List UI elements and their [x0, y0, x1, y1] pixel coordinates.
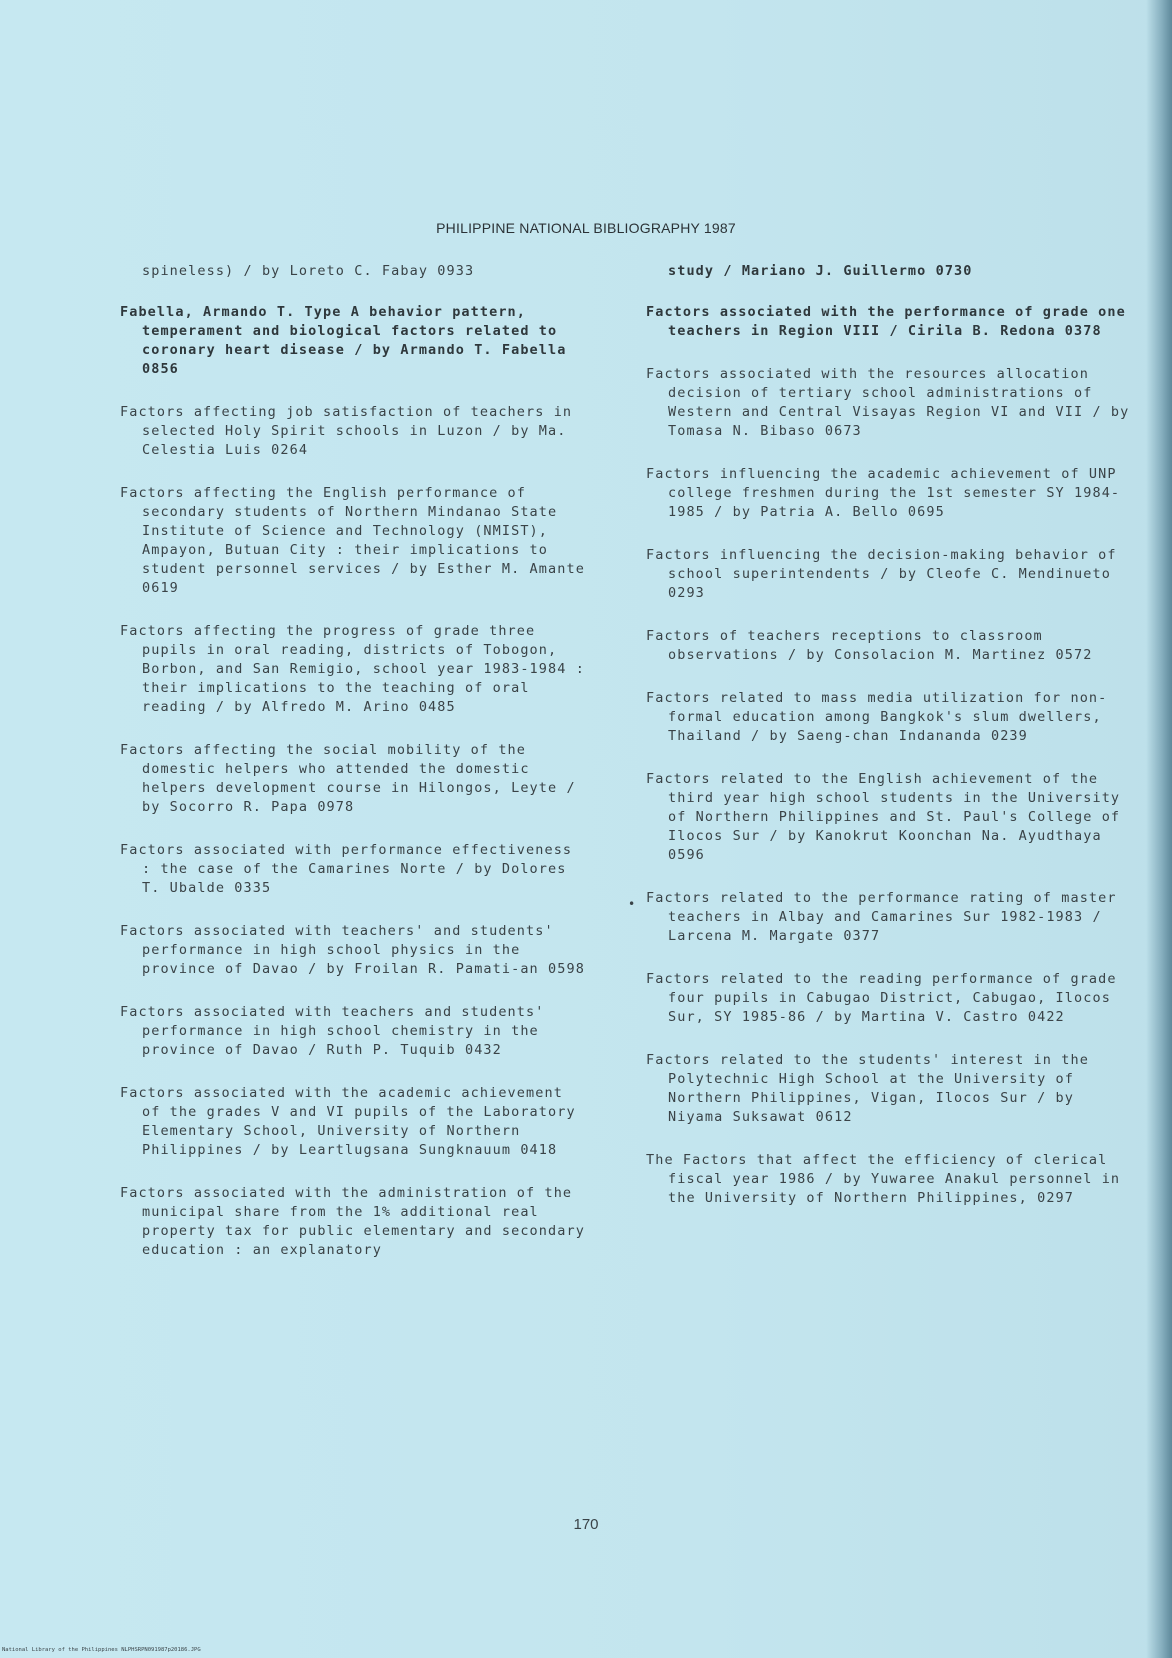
bibliography-entry: Factors affecting the English performance of secondary students of Northern Mindanao State Institute of Science and Technology (NMIST), Ampayon, Butuan City : their implications to student personnel services / by Esther M. Amante 0619 [120, 485, 585, 596]
bibliography-entry: Factors associated with the resources allocation decision of tertiary school administrations of Western and Central Visayas Region VI and VII / by Tomasa N. Bibaso 0673 [646, 366, 1130, 439]
page-number: 170 [573, 1516, 599, 1533]
bibliography-entry: Factors of teachers receptions to classroom observations / by Consolacion M. Martinez 0572 [646, 628, 1093, 663]
bibliography-entry: Factors related to the students' interest in the Polytechnic High School at the University of Northern Philippines, Vigan, Ilocos Sur / by Niyama Suksawat 0612 [646, 1052, 1089, 1125]
bibliography-entry: Factors associated with the performance of grade one teachers in Region VIII / Cirila B. Redona 0378 [646, 304, 1126, 339]
left-column [120, 262, 590, 1284]
bibliography-entry: Factors influencing the decision-making behavior of school superintendents / by Cleofe C. Mendinueto 0293 [646, 547, 1117, 601]
bibliography-entry: Factors influencing the academic achievement of UNP college freshmen during the 1st semester SY 1984-1985 / by Patria A. Bello 0695 [646, 466, 1121, 520]
page-header: PHILIPPINE NATIONAL BIBLIOGRAPHY 1987 [436, 220, 736, 236]
bibliography-entry: Factors associated with teachers' and students' performance in high school physics in the province of Davao / by Froilan R. Pamati-an 0598 [120, 923, 585, 977]
bibliography-entry: Factors associated with the administration of the municipal share from the 1% additional real property tax for public elementary and secondary education : an explanatory [120, 1185, 585, 1258]
bibliography-entry: Factors related to the performance rating of master teachers in Albay and Camarines Sur 1982-1983 / Larcena M. Margate 0377 [646, 890, 1117, 944]
bibliography-entry: Factors related to the English achievement of the third year high school students in the University of Northern Philippines and St. Paul's College of Ilocos Sur / by Kanokrut Koonchan Na. Ayudthaya 0596 [646, 771, 1121, 863]
bibliography-entry: Factors affecting job satisfaction of teachers in selected Holy Spirit schools in Luzon / by Ma. Celestia Luis 0264 [120, 404, 573, 458]
scan-footer-note: National Library of the Philippines NLPHSRPN091987p20186.JPG [2, 1647, 201, 1653]
bibliography-entry: The Factors that affect the efficiency of clerical fiscal year 1986 / by Yuwaree Anakul personnel in the University of Northern Philippines, 0297 [646, 1152, 1121, 1206]
bibliography-entry: Factors associated with teachers and students' performance in high school chemistry in the province of Davao / Ruth P. Tuquib 0432 [120, 1004, 545, 1058]
bibliography-entry: spineless) / by Loreto C. Fabay 0933 [142, 263, 475, 279]
bibliography-entry: Factors related to the reading performance of grade four pupils in Cabugao District, Cabugao, Ilocos Sur, SY 1985-86 / by Martina V. Castro 0422 [646, 971, 1117, 1025]
right-column [646, 262, 1136, 1232]
bibliography-entry: Factors affecting the social mobility of the domestic helpers who attended the domestic helpers development course in Hilongos, Leyte / by Socorro R. Papa 0978 [120, 742, 576, 815]
bibliography-entry: Factors affecting the progress of grade three pupils in oral reading, districts of Tobogon, Borbon, and San Remigio, school year 1983-1984 : their implications to the teaching of oral reading / by Alfredo M. Arino 0485 [120, 623, 585, 715]
bibliography-entry: Factors associated with performance effectiveness : the case of the Camarines Norte / by Dolores T. Ubalde 0335 [120, 842, 573, 896]
bibliography-entry: study / Mariano J. Guillermo 0730 [668, 263, 973, 279]
bibliography-entry: Fabella, Armando T. Type A behavior pattern, temperament and biological factors related to coronary heart disease / by Armando T. Fabella 0856 [120, 304, 567, 377]
bibliography-entry: Factors associated with the academic achievement of the grades V and VI pupils of the Laboratory Elementary School, University of Northern Philippines / by Leartlugsana Sungknauum 0418 [120, 1085, 576, 1158]
bullet-mark: • [628, 897, 636, 911]
page-edge-shadow [1146, 0, 1172, 1658]
bibliography-entry: Factors related to mass media utilization for non-formal education among Bangkok's slum dwellers, Thailand / by Saeng-chan Indananda 0239 [646, 690, 1108, 744]
